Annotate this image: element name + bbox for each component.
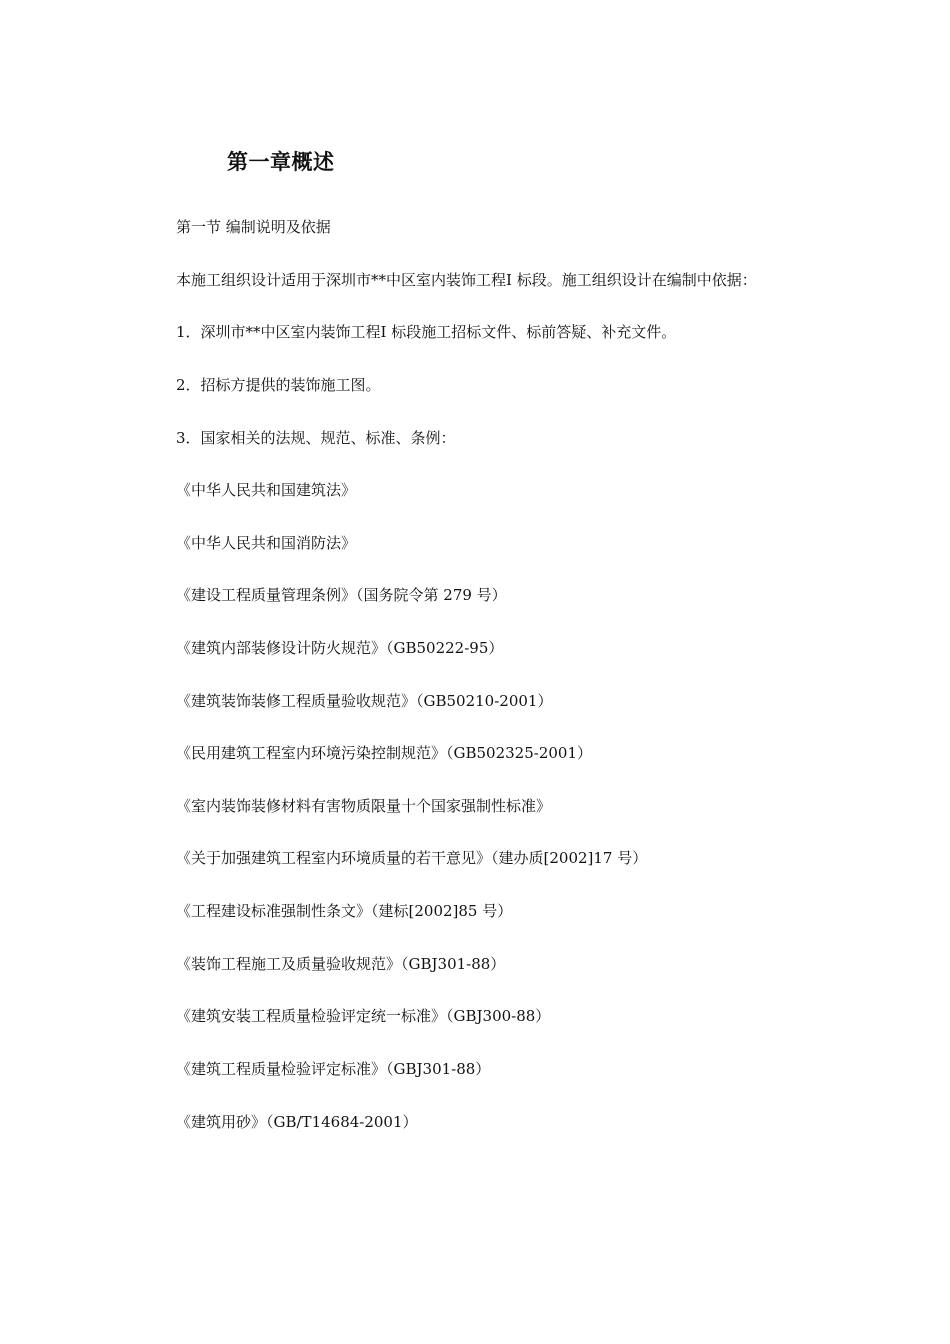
basis-item-3: 3．国家相关的法规、规范、标准、条例： bbox=[176, 429, 456, 447]
reference-item: 《中华人民共和国建筑法》 bbox=[176, 481, 357, 499]
reference-item: 《建筑装饰装修工程质量验收规范》（GB50210-2001） bbox=[176, 692, 553, 710]
section-heading: 第一节 编制说明及依据 bbox=[176, 218, 331, 236]
reference-item: 《建筑内部装修设计防火规范》（GB50222-95） bbox=[176, 639, 504, 657]
basis-item-2: 2．招标方提供的装饰施工图。 bbox=[176, 376, 381, 394]
intro-paragraph: 本施工组织设计适用于深圳市**中区室内装饰工程Ⅰ 标段。施工组织设计在编制中依据： bbox=[176, 271, 757, 289]
reference-item: 《民用建筑工程室内环境污染控制规范》（GB502325-2001） bbox=[176, 744, 593, 762]
reference-item: 《建筑安装工程质量检验评定统一标准》（GBJ300-88） bbox=[176, 1007, 551, 1025]
reference-item: 《建筑工程质量检验评定标准》（GBJ301-88） bbox=[176, 1060, 491, 1078]
reference-item: 《关于加强建筑工程室内环境质量的若干意见》（建办质[2002]17 号） bbox=[176, 849, 648, 867]
reference-item: 《建筑用砂》（GB/T14684-2001） bbox=[176, 1113, 418, 1131]
reference-item: 《建设工程质量管理条例》（国务院令第 279 号） bbox=[176, 586, 507, 604]
reference-item: 《室内装饰装修材料有害物质限量十个国家强制性标准》 bbox=[176, 797, 552, 815]
reference-item: 《装饰工程施工及质量验收规范》（GBJ301-88） bbox=[176, 955, 506, 973]
basis-item-1: 1．深圳市**中区室内装饰工程Ⅰ 标段施工招标文件、标前答疑、补充文件。 bbox=[176, 323, 677, 341]
chapter-title: 第一章概述 bbox=[227, 150, 335, 174]
reference-item: 《中华人民共和国消防法》 bbox=[176, 534, 357, 552]
reference-item: 《工程建设标准强制性条文》（建标[2002]85 号） bbox=[176, 902, 513, 920]
